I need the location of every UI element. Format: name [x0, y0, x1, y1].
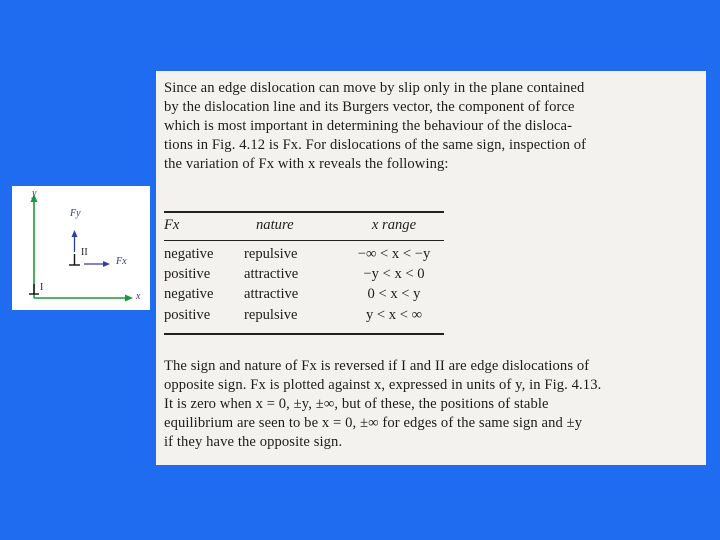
y-axis-label: y	[32, 188, 37, 199]
table-header-fx: Fx	[164, 217, 180, 233]
dislocation-2-label: II	[81, 247, 88, 258]
text-line: It is zero when x = 0, ±y, ±∞, but of these, the positions of stable	[164, 396, 549, 412]
fy-label: Fy	[70, 208, 81, 219]
table-header-rule	[164, 240, 444, 241]
text-line: if they have the opposite sign.	[164, 434, 343, 450]
book-page	[156, 71, 706, 465]
table-header-x-range: x range	[371, 217, 417, 233]
table-cell: −∞ < x < −y	[357, 246, 431, 262]
dislocation-1-label: I	[40, 282, 44, 293]
table-bottom-rule	[164, 333, 444, 335]
table-top-rule	[164, 211, 444, 213]
table-cell: negative	[164, 246, 214, 262]
table-cell: repulsive	[244, 307, 298, 323]
fy-arrowhead	[72, 230, 78, 237]
paragraph-intro	[164, 79, 586, 174]
table-cell: positive	[164, 266, 211, 282]
fx-arrowhead	[103, 261, 110, 267]
fx-label: Fx	[116, 256, 127, 267]
table-cell: −y < x < 0	[363, 266, 425, 282]
text-line: which is most important in determining the behaviour of the disloca-	[164, 118, 573, 134]
text-line: equilibrium are seen to be x = 0, ±∞ for edges of the same sign and ±y	[164, 415, 583, 431]
table-cell: attractive	[244, 286, 299, 302]
table-cell: positive	[164, 307, 211, 323]
text-line: the variation of Fx with x reveals the following:	[164, 156, 449, 172]
table-cell: attractive	[244, 266, 299, 282]
table-cell: repulsive	[244, 246, 298, 262]
dislocation-diagram	[12, 186, 150, 310]
text-line: by the dislocation line and its Burgers vector, the component of force	[164, 99, 575, 115]
paragraph-conclusion	[164, 357, 601, 452]
table-cell: negative	[164, 286, 214, 302]
text-line: opposite sign. Fx is plotted against x, expressed in units of y, in Fig. 4.13.	[164, 377, 602, 393]
text-line: tions in Fig. 4.12 is Fx. For dislocations of the same sign, inspection of	[164, 137, 587, 153]
table-cell: y < x < ∞	[365, 307, 423, 323]
table-cell: 0 < x < y	[367, 286, 421, 302]
text-line: Since an edge dislocation can move by slip only in the plane contained	[164, 80, 585, 96]
force-nature-table	[164, 211, 446, 336]
x-axis-arrowhead	[125, 295, 133, 302]
table-header-nature: nature	[256, 217, 294, 233]
text-line: The sign and nature of Fx is reversed if I and II are edge dislocations of	[164, 358, 590, 374]
x-axis-label: x	[136, 291, 141, 302]
